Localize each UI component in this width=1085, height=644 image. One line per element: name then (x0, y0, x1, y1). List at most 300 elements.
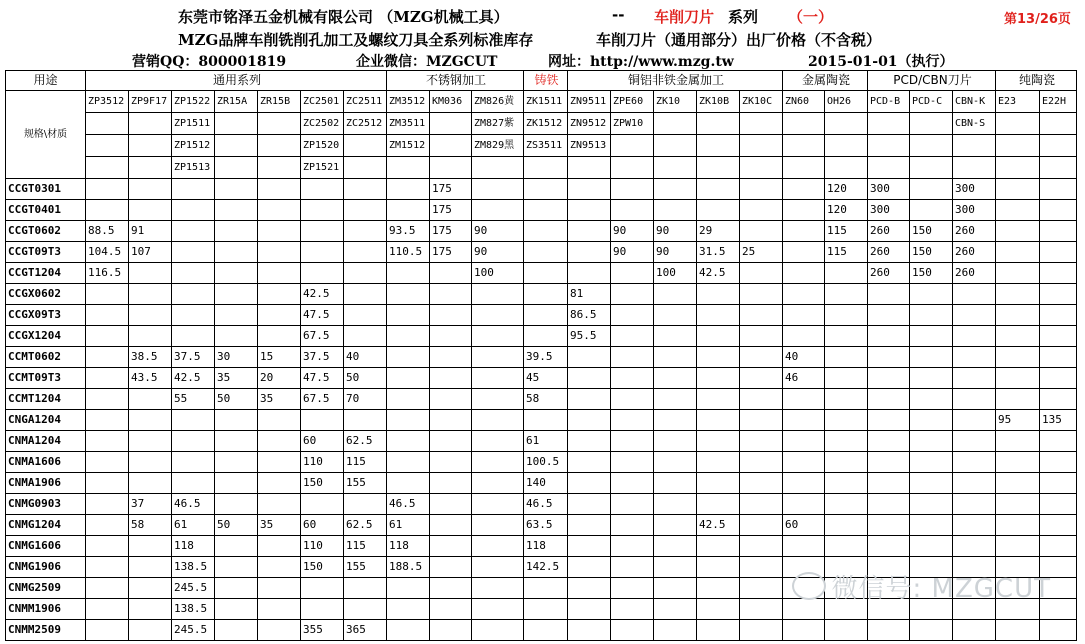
grade-header-row (6, 157, 1077, 179)
price-cell (258, 452, 301, 473)
price-cell (215, 263, 258, 284)
grade-cell: ZM1512 (387, 135, 430, 157)
price-cell: 40 (783, 347, 825, 368)
table-row (6, 200, 1077, 221)
price-cell (910, 515, 953, 536)
website-link[interactable]: 网址：http://www.mzg.tw (548, 54, 734, 70)
price-cell (215, 578, 258, 599)
price-cell: 40 (344, 347, 387, 368)
price-cell (86, 452, 129, 473)
price-cell (654, 347, 697, 368)
price-cell (611, 515, 654, 536)
price-cell (430, 347, 472, 368)
price-cell: 50 (215, 389, 258, 410)
price-cell (697, 578, 740, 599)
price-cell (611, 431, 654, 452)
price-cell: 118 (387, 536, 430, 557)
price-cell (611, 200, 654, 221)
price-cell: 35 (215, 368, 258, 389)
price-cell (825, 452, 868, 473)
price-cell: 67.5 (301, 326, 344, 347)
grade-cell (387, 157, 430, 179)
price-cell (868, 473, 910, 494)
price-cell (215, 557, 258, 578)
table-row (6, 347, 1077, 368)
price-cell (258, 557, 301, 578)
price-cell (387, 326, 430, 347)
price-cell (129, 305, 172, 326)
price-cell (568, 494, 611, 515)
price-cell: 150 (910, 263, 953, 284)
grade-cell (654, 157, 697, 179)
grade-cell: CBN-K (953, 91, 996, 113)
price-cell (910, 452, 953, 473)
price-cell: 95 (996, 410, 1040, 431)
price-cell (654, 515, 697, 536)
price-cell: 38.5 (129, 347, 172, 368)
price-cell (654, 620, 697, 641)
price-cell (129, 452, 172, 473)
price-cell (129, 473, 172, 494)
price-cell (697, 305, 740, 326)
price-cell (215, 494, 258, 515)
price-cell (996, 347, 1040, 368)
price-cell (611, 368, 654, 389)
price-cell (783, 326, 825, 347)
price-cell (740, 368, 783, 389)
price-cell (430, 515, 472, 536)
grade-cell (654, 135, 697, 157)
price-cell (611, 557, 654, 578)
price-cell (996, 305, 1040, 326)
price-cell (568, 557, 611, 578)
insert-model: CNMG1606 (6, 536, 86, 557)
price-cell (472, 494, 524, 515)
price-cell (568, 578, 611, 599)
price-cell: 90 (654, 221, 697, 242)
price-cell (301, 578, 344, 599)
insert-model: CNGA1204 (6, 410, 86, 431)
price-cell (740, 599, 783, 620)
price-cell (430, 263, 472, 284)
price-cell (783, 410, 825, 431)
price-cell (740, 536, 783, 557)
table-row (6, 389, 1077, 410)
table-row (6, 536, 1077, 557)
grade-cell: ZK1512 (524, 113, 568, 135)
price-cell (387, 410, 430, 431)
grade-cell: ZK10 (654, 91, 697, 113)
grade-cell (910, 113, 953, 135)
price-cell (783, 389, 825, 410)
company-title: 东莞市铭泽五金机械有限公司 （MZG机械工具） (178, 8, 509, 26)
price-cell (996, 284, 1040, 305)
price-cell: 140 (524, 473, 568, 494)
price-cell: 365 (344, 620, 387, 641)
price-cell (910, 179, 953, 200)
price-cell (344, 326, 387, 347)
price-cell: 260 (868, 263, 910, 284)
price-cell (996, 389, 1040, 410)
table-row (6, 494, 1077, 515)
price-cell (611, 494, 654, 515)
price-cell (387, 389, 430, 410)
price-cell (825, 431, 868, 452)
price-cell (996, 452, 1040, 473)
price-cell (783, 284, 825, 305)
price-cell (910, 326, 953, 347)
insert-model: CCGT1204 (6, 263, 86, 284)
price-cell (472, 599, 524, 620)
price-cell (86, 179, 129, 200)
price-cell (524, 326, 568, 347)
grade-cell: ZM827紫 (472, 113, 524, 135)
grade-cell (258, 135, 301, 157)
group-cast-iron: 铸铁 (524, 71, 568, 91)
grade-cell (953, 135, 996, 157)
price-cell (740, 305, 783, 326)
effective-date: 2015-01-01（执行） (808, 54, 954, 70)
price-cell (996, 368, 1040, 389)
price-cell: 15 (258, 347, 301, 368)
price-cell (783, 200, 825, 221)
price-cell (215, 452, 258, 473)
price-cell (996, 263, 1040, 284)
price-cell (825, 410, 868, 431)
grade-cell: ZP9F17 (129, 91, 172, 113)
price-cell (86, 431, 129, 452)
price-cell: 62.5 (344, 515, 387, 536)
price-cell: 37 (129, 494, 172, 515)
price-cell (783, 494, 825, 515)
grade-cell (430, 157, 472, 179)
price-cell: 42.5 (697, 515, 740, 536)
price-cell: 39.5 (524, 347, 568, 368)
price-cell (611, 305, 654, 326)
price-cell (654, 410, 697, 431)
price-cell (996, 200, 1040, 221)
price-cell (825, 284, 868, 305)
price-cell (568, 368, 611, 389)
watermark-text: 微信号: MZGCUT (831, 574, 1051, 604)
price-cell: 88.5 (86, 221, 129, 242)
price-cell (611, 389, 654, 410)
price-cell: 91 (129, 221, 172, 242)
price-cell (740, 515, 783, 536)
insert-model: CCMT1204 (6, 389, 86, 410)
price-cell (172, 473, 215, 494)
price-cell (654, 284, 697, 305)
price-cell (825, 515, 868, 536)
grade-cell (86, 157, 129, 179)
price-cell (129, 410, 172, 431)
price-cell: 118 (172, 536, 215, 557)
price-cell (654, 200, 697, 221)
price-cell: 118 (524, 536, 568, 557)
table-row (6, 263, 1077, 284)
price-cell (568, 200, 611, 221)
price-cell: 90 (472, 221, 524, 242)
price-cell (344, 221, 387, 242)
insert-model: CNMG2509 (6, 578, 86, 599)
grade-cell: ZS3511 (524, 135, 568, 157)
price-cell (825, 305, 868, 326)
grade-cell (86, 113, 129, 135)
price-cell (611, 473, 654, 494)
price-cell: 138.5 (172, 599, 215, 620)
price-cell (258, 179, 301, 200)
grade-cell (996, 135, 1040, 157)
table-row (6, 368, 1077, 389)
price-cell (258, 620, 301, 641)
price-cell (387, 179, 430, 200)
price-cell (86, 368, 129, 389)
price-cell (697, 326, 740, 347)
price-cell: 175 (430, 221, 472, 242)
price-cell (258, 284, 301, 305)
price-cell (387, 368, 430, 389)
price-cell (215, 536, 258, 557)
price-cell (129, 284, 172, 305)
price-cell: 35 (258, 389, 301, 410)
price-cell (953, 536, 996, 557)
price-cell (783, 452, 825, 473)
price-cell (344, 284, 387, 305)
price-cell (129, 620, 172, 641)
grade-cell: ZM3511 (387, 113, 430, 135)
price-cell (697, 620, 740, 641)
grade-cell (996, 157, 1040, 179)
price-cell: 260 (953, 242, 996, 263)
grade-cell: ZN9511 (568, 91, 611, 113)
price-cell (568, 242, 611, 263)
insert-model: CCGX0602 (6, 284, 86, 305)
group-general: 通用系列 (86, 71, 387, 91)
grade-cell (86, 135, 129, 157)
price-cell: 55 (172, 389, 215, 410)
price-cell (568, 620, 611, 641)
price-cell (697, 599, 740, 620)
price-cell: 42.5 (301, 284, 344, 305)
price-cell (387, 200, 430, 221)
price-cell (568, 431, 611, 452)
price-cell (568, 452, 611, 473)
price-cell: 90 (654, 242, 697, 263)
price-cell: 31.5 (697, 242, 740, 263)
price-cell (129, 431, 172, 452)
price-cell (996, 221, 1040, 242)
price-cell (472, 536, 524, 557)
usage-label: 用途 (6, 71, 86, 91)
grade-cell (568, 157, 611, 179)
series-suffix: 系列 (728, 8, 759, 26)
price-cell (783, 473, 825, 494)
price-cell (129, 200, 172, 221)
price-cell (953, 284, 996, 305)
price-cell (740, 326, 783, 347)
price-cell: 35 (258, 515, 301, 536)
grade-cell (697, 113, 740, 135)
price-cell (215, 599, 258, 620)
price-cell (472, 200, 524, 221)
price-cell: 42.5 (697, 263, 740, 284)
insert-model: CNMG0903 (6, 494, 86, 515)
price-cell: 47.5 (301, 368, 344, 389)
grade-cell: ZM3512 (387, 91, 430, 113)
price-cell (783, 536, 825, 557)
price-cell (825, 389, 868, 410)
price-cell: 58 (129, 515, 172, 536)
price-cell (86, 284, 129, 305)
price-cell (953, 368, 996, 389)
table-row (6, 221, 1077, 242)
grade-cell (611, 135, 654, 157)
price-cell: 260 (953, 263, 996, 284)
grade-cell: ZC2512 (344, 113, 387, 135)
price-cell (387, 347, 430, 368)
price-cell: 67.5 (301, 389, 344, 410)
price-cell (953, 410, 996, 431)
price-cell (472, 473, 524, 494)
table-row (6, 242, 1077, 263)
price-cell (910, 368, 953, 389)
grade-header-row (6, 135, 1077, 157)
price-cell (86, 305, 129, 326)
price-cell: 90 (611, 221, 654, 242)
grade-cell: ZN9513 (568, 135, 611, 157)
grade-cell (783, 113, 825, 135)
price-cell (430, 473, 472, 494)
price-cell (910, 305, 953, 326)
price-cell (697, 452, 740, 473)
price-cell: 50 (344, 368, 387, 389)
price-cell (568, 389, 611, 410)
price-cell (524, 200, 568, 221)
price-cell (868, 452, 910, 473)
price-cell: 110 (301, 536, 344, 557)
price-cell (1040, 452, 1077, 473)
price-cell (611, 410, 654, 431)
price-cell: 100 (472, 263, 524, 284)
table-row (6, 515, 1077, 536)
price-cell (258, 200, 301, 221)
grade-cell: ZM829黑 (472, 135, 524, 157)
price-cell (215, 242, 258, 263)
price-cell: 150 (910, 242, 953, 263)
grade-cell (740, 113, 783, 135)
price-cell (172, 305, 215, 326)
price-cell (611, 326, 654, 347)
grade-cell (740, 135, 783, 157)
price-cell (86, 326, 129, 347)
price-cell (430, 452, 472, 473)
price-cell: 42.5 (172, 368, 215, 389)
grade-cell (611, 157, 654, 179)
price-cell: 300 (868, 179, 910, 200)
price-cell (430, 557, 472, 578)
price-cell (472, 557, 524, 578)
price-cell (344, 179, 387, 200)
price-cell (215, 200, 258, 221)
grade-cell: ZP1521 (301, 157, 344, 179)
grade-cell (1040, 157, 1077, 179)
price-cell (172, 431, 215, 452)
price-cell (1040, 305, 1077, 326)
insert-model: CCGT0301 (6, 179, 86, 200)
grade-cell (258, 157, 301, 179)
price-cell (430, 326, 472, 347)
price-cell: 46.5 (524, 494, 568, 515)
price-cell (783, 620, 825, 641)
grade-cell: E22H (1040, 91, 1077, 113)
price-cell (472, 578, 524, 599)
price-cell (215, 431, 258, 452)
price-cell (86, 515, 129, 536)
price-cell (697, 536, 740, 557)
price-cell (258, 410, 301, 431)
price-cell (654, 452, 697, 473)
price-cell (740, 578, 783, 599)
price-cell (1040, 179, 1077, 200)
price-cell (611, 599, 654, 620)
price-cell (344, 599, 387, 620)
price-cell (697, 200, 740, 221)
price-cell (472, 179, 524, 200)
price-cell (86, 494, 129, 515)
price-cell (430, 284, 472, 305)
price-cell (172, 410, 215, 431)
price-cell: 25 (740, 242, 783, 263)
price-cell (215, 410, 258, 431)
price-cell (1040, 326, 1077, 347)
sales-qq: 营销QQ：800001819 (132, 54, 287, 70)
price-cell: 300 (953, 200, 996, 221)
price-cell (129, 263, 172, 284)
price-cell (868, 431, 910, 452)
price-cell (301, 242, 344, 263)
price-cell (129, 326, 172, 347)
price-cell (86, 200, 129, 221)
title-separator: -- (612, 6, 625, 24)
price-cell (215, 305, 258, 326)
wechat-icon (792, 572, 826, 600)
price-cell (258, 242, 301, 263)
grade-cell (472, 157, 524, 179)
grade-cell: ZN60 (783, 91, 825, 113)
price-cell (387, 599, 430, 620)
price-cell (387, 284, 430, 305)
price-cell (387, 452, 430, 473)
price-cell (1040, 431, 1077, 452)
price-cell (301, 494, 344, 515)
grade-cell: PCD-C (910, 91, 953, 113)
price-cell: 115 (825, 221, 868, 242)
price-cell: 37.5 (301, 347, 344, 368)
grade-cell: ZP3512 (86, 91, 129, 113)
price-cell (472, 410, 524, 431)
grade-cell (1040, 135, 1077, 157)
price-cell (215, 179, 258, 200)
price-cell (910, 536, 953, 557)
price-cell: 46 (783, 368, 825, 389)
price-cell (472, 389, 524, 410)
price-cell: 58 (524, 389, 568, 410)
price-cell (1040, 263, 1077, 284)
price-cell (430, 389, 472, 410)
subtitle: MZG品牌车削铣削孔加工及螺纹刀具全系列标准库存 (178, 31, 534, 49)
price-cell (611, 452, 654, 473)
price-cell: 90 (611, 242, 654, 263)
